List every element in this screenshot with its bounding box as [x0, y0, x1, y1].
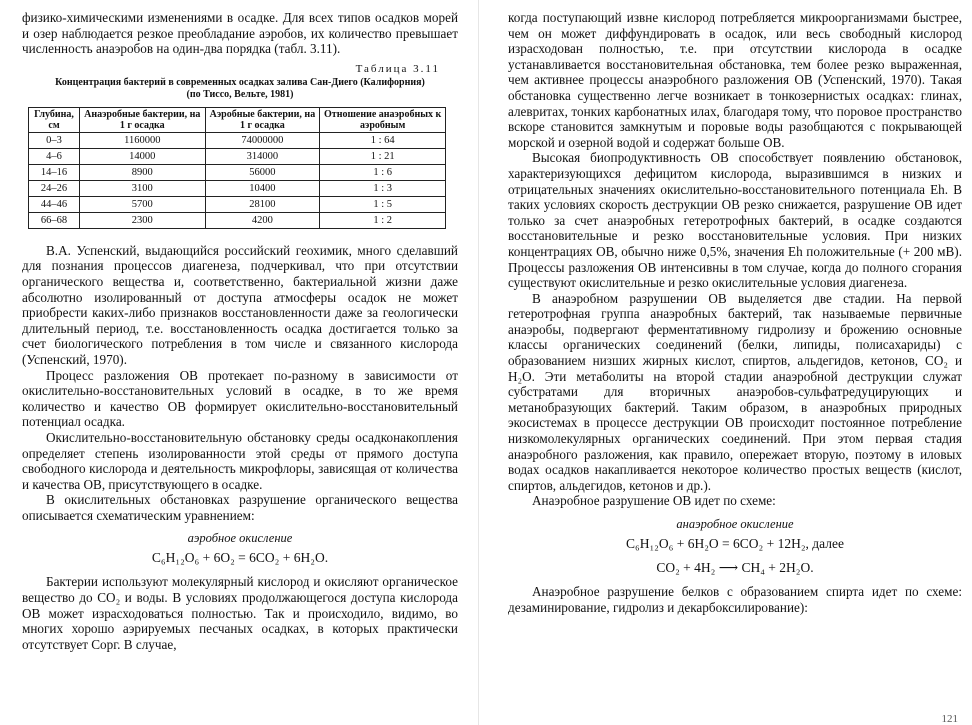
table-row [29, 196, 446, 212]
paragraph: когда поступающий извне кислород потребляется микроорганизмами быстрее, чем он может диффундировать в осадок, или весь свободный кислород израсходован полностью, т.е. при отсутствии кислорода в осадке устанавливается восстановительная обстановка, тем более резко выраженная, чем активнее процессы анаэробного разложения ОВ (Успенский, 1970). Такая обстановка существенно легче возникает в тонкозернистых осадках: глинах, алевритах, тонких карбонатных илах, благодаря тому, что поровое пространство вскоре становится замкнутым и поровые воды разобщаются с покрывающей морской и озерной водой и содержат больше ОВ. [508, 10, 962, 150]
cell: 0–3 [29, 132, 80, 148]
bacteria-table [28, 107, 446, 229]
paragraph: Окислительно-восстановительную обстановку среды осадконакопления определяет степень изолированности этой среды от прямого доступа свободного кислорода и деятельность микрофлоры, зависящая от количества и качества ОВ, присутствующего в осадке. [22, 429, 458, 492]
equation-label: аэробное окисление [187, 531, 293, 546]
header-ratio: Отношение анаэробных к аэробным [320, 107, 446, 132]
cell: 74000000 [205, 132, 320, 148]
table-row [29, 180, 446, 196]
paragraph: В анаэробном разрушении ОВ выделяется две стадии. На первой гетеротрофная группа анаэробных бактерий, так называемые первичные анаэробы, подвергают ферментативному гидролизу и брожению основные классы органических соединений (белки, липиды, полисахариды) с образованием низших жирных кислот, спиртов, альдегидов, кетонов, CO₂ и H₂O. Эти метаболиты на второй стадии анаэробной деструкции служат субстратами для вторичных анаэробов-сульфатредуцирующих и метанобразующих бактерий. Таким образом, в анаэробных природных экосистемах в процессе деструкции ОВ происходит постоянное потребление низкомолекулярных органических соединений. При этом первая стадия анаэробного разложения, как правило, опережает вторую, поэтому в иловых водах осадков накапливается некоторое количество простых веществ (кислот, спиртов, альдегидов, кетонов и др.). [508, 290, 962, 493]
cell: 1 : 6 [320, 164, 446, 180]
cell: 5700 [80, 196, 206, 212]
page-gutter [478, 0, 479, 725]
cell: 56000 [205, 164, 320, 180]
paragraph: Высокая биопродуктивность ОВ способствует появлению обстановок, характеризующихся дефицитом кислорода, выразившимся в низких и отрицательных значениях окислительно-восстановительного потенциала Eh. В таких условиях скорость деструкции ОВ резко снижается, разрушение ОВ идет только за счет анаэробных гетеротрофных бактерий, в осадке создаются восстановительные и резко восстановительные условия. При низких концентрациях ОВ, обычно ниже 0,5%, значения Eh положительные (+ 200 мВ). Процессы разложения ОВ интенсивны в том случае, когда до полного сгорания существуют окислительные и резко окислительные условия диагенеза. [508, 150, 962, 291]
right-page [490, 0, 972, 725]
equation: CO₂ + 4H₂ ⟶ CH₄ + 2H₂O. [656, 560, 814, 575]
equation-label: анаэробное окисление [676, 517, 794, 531]
cell: 1 : 64 [320, 132, 446, 148]
cell: 1 : 5 [320, 196, 446, 212]
table-title-line: Концентрация бактерий в современных осадках залива Сан-Диего (Калифорния) [55, 76, 425, 88]
cell: 28100 [205, 196, 320, 212]
page-number: 121 [941, 713, 958, 725]
cell: 14–16 [29, 164, 80, 180]
table-row [29, 148, 446, 164]
table-subtitle: (по Тиссо, Вельте, 1981) [186, 88, 294, 100]
paragraph: Бактерии используют молекулярный кислород и окисляют органическое вещество до CO₂ и воды. В условиях продолжающегося доступа кислорода ОВ может израсходоваться полностью. Так и происходило, видимо, во многих хорошо аэрируемых песчаных осадках, в которых практически отсутствует Cорг. В случае, [22, 574, 458, 652]
table-row [29, 132, 446, 148]
header-depth: Глубина, см [29, 107, 80, 132]
header-anaerobic: Анаэробные бактерии, на 1 г осадка [80, 107, 206, 132]
cell: 24–26 [29, 180, 80, 196]
cell: 10400 [205, 180, 320, 196]
header-aerobic: Аэробные бактерии, на 1 г осадка [205, 107, 320, 132]
cell: 1 : 21 [320, 148, 446, 164]
table-row [29, 212, 446, 228]
paragraph: физико-химическими изменениями в осадке. Для всех типов осадков морей и озер наблюдается резкое преобладание аэробов, их количество превышает численность анаэробов на один-два порядка (табл. 3.11). [22, 10, 458, 57]
cell: 3100 [80, 180, 206, 196]
cell: 4200 [205, 212, 320, 228]
paragraph: В.А. Успенский, выдающийся российский геохимик, много сделавший для познания процессов диагенеза, подчеркивал, что при отсутствии органического вещества и, соответственно, бактериальной жизни даже абсолютно изолированный от доступа атмосферы осадок не может приобрести каких-либо признаков восстановленности даже за геологически длительный период, т.е. восстановленность осадка достигается только за счет биологического потребления в том числе и связанного кислорода (Успенский, 1970). [22, 242, 458, 367]
paragraph: Анаэробное разрушение ОВ идет по схеме: [532, 493, 776, 509]
cell: 2300 [80, 212, 206, 228]
cell: 1 : 3 [320, 180, 446, 196]
paragraph: Анаэробное разрушение белков с образованием спирта идет по схеме: дезаминирование, гидролиз и декарбоксилирование): [508, 584, 962, 615]
paragraph: Процесс разложения ОВ протекает по-разному в зависимости от окислительно-восстановительных условий в осадке, в то же время количество и качество ОВ формирует окислительно-восстановительный потенциал осадка. [22, 367, 458, 430]
equation: C₆H₁₂O₆ + 6H₂O = 6CO₂ + 12H₂, далее [626, 536, 844, 551]
table-header-row [29, 107, 446, 132]
table-row [29, 164, 446, 180]
cell: 4–6 [29, 148, 80, 164]
cell: 8900 [80, 164, 206, 180]
paragraph: В окислительных обстановках разрушение органического вещества описывается схематическим уравнением: [22, 492, 458, 523]
cell: 314000 [205, 148, 320, 164]
cell: 44–46 [29, 196, 80, 212]
cell: 14000 [80, 148, 206, 164]
cell: 66–68 [29, 212, 80, 228]
left-page [0, 0, 470, 725]
cell: 1160000 [80, 132, 206, 148]
table-caption: Таблица 3.11 [355, 62, 440, 75]
cell: 1 : 2 [320, 212, 446, 228]
equation: C₆H₁₂O₆ + 6O₂ = 6CO₂ + 6H₂O. [151, 550, 329, 566]
table-title [22, 77, 458, 101]
